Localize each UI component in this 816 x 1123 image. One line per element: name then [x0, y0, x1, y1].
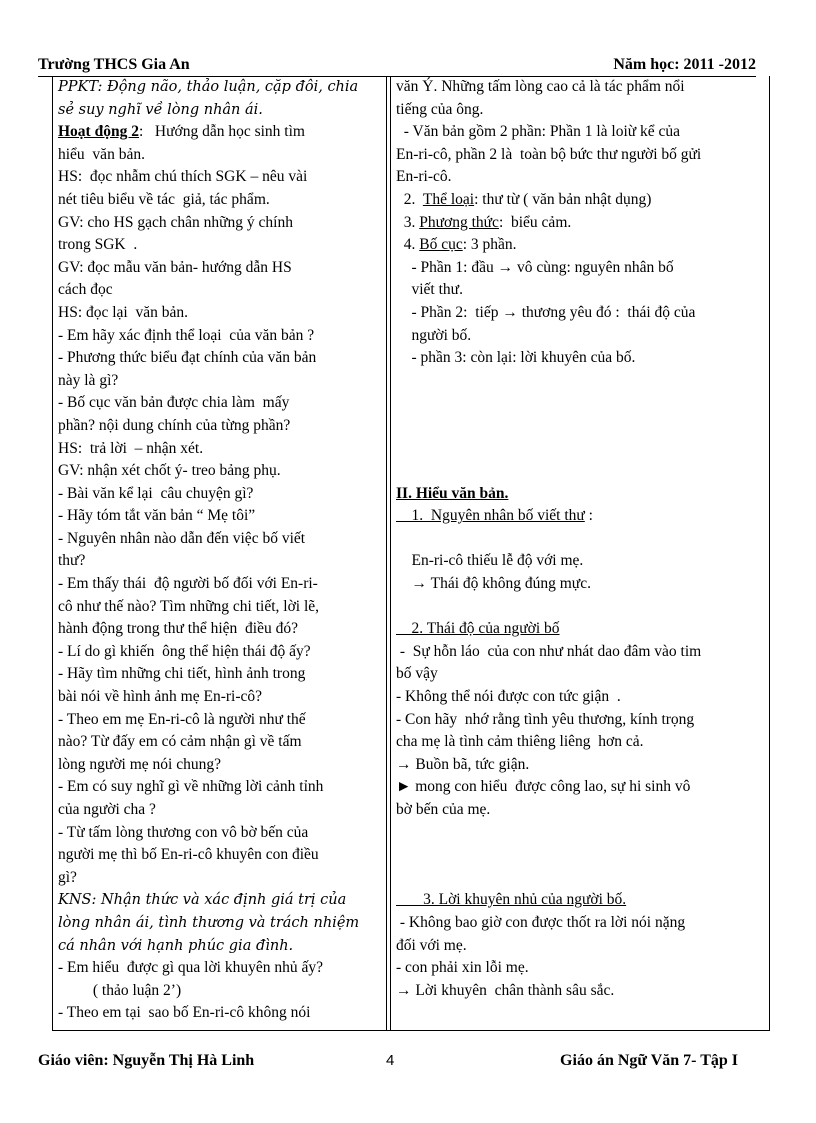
line-text: PPKT: Động não, thảo luận, cặp đôi, chia — [58, 79, 359, 95]
text-line — [396, 460, 766, 483]
line-text: lòng người mẹ nói chung? — [58, 755, 221, 773]
list-number: 3. — [396, 213, 420, 231]
section-label: Hoạt động 2 — [58, 123, 139, 141]
text-line — [58, 438, 383, 461]
text-line — [58, 189, 383, 212]
line-suffix: : — [584, 507, 593, 525]
text-line — [58, 596, 383, 619]
line-text: sẻ suy nghĩ về lòng nhân ái. — [58, 101, 263, 118]
text-line — [396, 550, 766, 573]
line-text: - Em hiểu được gì qua lời khuyên nhủ ấy? — [58, 959, 323, 977]
text-line — [58, 121, 383, 144]
line-text: → Thái độ không đúng mực. — [396, 575, 591, 593]
school-name: Trường THCS Gia An — [38, 56, 190, 73]
text-line — [396, 867, 766, 890]
text-line — [396, 980, 766, 1003]
text-line — [58, 573, 383, 596]
line-text: - Không bao giờ con được thốt ra lời nói nặng — [396, 913, 686, 931]
text-line — [396, 257, 766, 280]
text-line — [58, 166, 383, 189]
text-line — [58, 935, 383, 958]
text-line — [396, 392, 766, 415]
line-text: : Hướng dẫn học sinh tìm — [138, 123, 305, 141]
line-text: - Không thể nói được con tức giận . — [396, 688, 621, 706]
line-text: En-ri-cô, phần 2 là toàn bộ bức thư người bố gửi — [396, 145, 702, 163]
text-line — [58, 257, 383, 280]
text-line — [396, 912, 766, 935]
line-text: đối với mẹ. — [396, 936, 467, 954]
text-line — [396, 957, 766, 980]
text-line — [58, 325, 383, 348]
text-line — [396, 822, 766, 845]
line-text: - Phương thức biểu đạt chính của văn bản — [58, 349, 317, 367]
text-line — [396, 76, 766, 99]
text-line — [396, 641, 766, 664]
list-number: 4. — [396, 236, 420, 254]
line-text: : 3 phần. — [462, 236, 517, 254]
lesson-table — [52, 76, 770, 1031]
line-text: - Hãy tìm những chi tiết, hình ảnh trong — [58, 665, 306, 683]
line-text: - phần 3: còn lại: lời khuyên của bố. — [396, 349, 636, 367]
text-line — [58, 483, 383, 506]
text-line — [58, 731, 383, 754]
line-text: GV: nhận xét chốt ý- treo bảng phụ. — [58, 462, 281, 480]
line-text: tiếng của ông. — [396, 100, 484, 118]
text-line — [58, 392, 383, 415]
line-text: cha mẹ là tình cảm thiêng liêng hơn cả. — [396, 733, 644, 751]
text-line — [58, 776, 383, 799]
text-line — [396, 731, 766, 754]
text-line — [396, 438, 766, 461]
text-line — [58, 279, 383, 302]
line-text: HS: đọc lại văn bản. — [58, 303, 189, 321]
line-text: En-ri-cô. — [396, 168, 452, 186]
text-line — [58, 867, 383, 890]
line-text: - Theo em mẹ En-ri-cô là người như thế — [58, 710, 306, 728]
section-label: Phương thức — [419, 213, 499, 231]
line-text: - Lí do gì khiến ông thể hiện thái độ ấy? — [58, 642, 311, 660]
text-line — [396, 370, 766, 393]
text-line — [396, 415, 766, 438]
line-text: viết thư. — [396, 281, 463, 299]
line-text: 1. Nguyên nhân bố viết thư — [396, 507, 585, 525]
line-text: - Sự hỗn láo của con như nhát dao đâm vào tim — [396, 642, 702, 660]
line-text: bài nói về hình ảnh mẹ En-ri-cô? — [58, 688, 263, 706]
line-text: - Bố cục văn bản được chia làm mấy — [58, 394, 290, 412]
text-line — [396, 121, 766, 144]
text-line — [58, 686, 383, 709]
text-line — [58, 415, 383, 438]
text-line — [58, 212, 383, 235]
school-year: Năm học: 2011 -2012 — [613, 56, 756, 73]
text-line — [58, 234, 383, 257]
page-number: 4 — [386, 1052, 395, 1069]
line-text: bố vậy — [396, 665, 438, 683]
text-line — [396, 528, 766, 551]
line-text: HS: đọc nhẫm chú thích SGK – nêu vài — [58, 168, 308, 186]
line-text: - Em có suy nghĩ gì về những lời cảnh tỉnh — [58, 778, 324, 796]
line-text: : biểu cảm. — [498, 213, 572, 231]
text-line — [58, 957, 383, 980]
line-text: - Con hãy nhớ rằng tình yêu thương, kính trọng — [396, 710, 695, 728]
section-label: Thể loại — [422, 190, 475, 208]
line-text: En-ri-cô thiếu lễ độ với mẹ. — [396, 552, 584, 570]
text-line — [58, 844, 383, 867]
teacher-name: Giáo viên: Nguyễn Thị Hà Linh — [38, 1052, 255, 1069]
text-line — [396, 99, 766, 122]
line-text: người bố. — [396, 326, 472, 344]
page-footer — [38, 1050, 738, 1074]
text-line — [58, 980, 383, 1003]
line-text: - Phần 2: tiếp → thương yêu đó : thái độ của — [396, 303, 696, 321]
text-line — [58, 889, 383, 912]
text-line — [58, 1002, 383, 1025]
text-line — [58, 460, 383, 483]
teacher-student-activities-column — [58, 76, 383, 1025]
text-line — [58, 641, 383, 664]
line-text: văn Ý. Những tấm lòng cao cả là tác phẩm nổi — [396, 78, 685, 95]
text-line — [396, 776, 766, 799]
text-line — [58, 822, 383, 845]
line-text: người mẹ thì bố En-ri-cô khuyên con điều — [58, 846, 319, 864]
text-line — [396, 212, 766, 235]
page-header — [38, 54, 756, 76]
list-number: 2. — [396, 190, 423, 208]
text-line — [396, 573, 766, 596]
line-text: - Theo em tại sao bố En-ri-cô không nói — [58, 1004, 311, 1022]
line-text: phần? nội dung chính của từng phần? — [58, 416, 291, 434]
text-line — [58, 370, 383, 393]
line-text: - con phải xin lỗi mẹ. — [396, 959, 529, 977]
text-line — [396, 347, 766, 370]
line-text: gì? — [58, 868, 77, 886]
line-text: này là gì? — [58, 371, 119, 389]
text-line — [396, 325, 766, 348]
text-line — [396, 302, 766, 325]
text-line — [58, 347, 383, 370]
text-line — [396, 189, 766, 212]
line-text: hiểu văn bản. — [58, 145, 145, 163]
text-line — [396, 279, 766, 302]
line-text: ► mong con hiểu được công lao, sự hi sinh vô — [396, 778, 691, 796]
line-text: → Buồn bã, tức giận. — [396, 755, 530, 773]
text-line — [396, 483, 766, 506]
line-text: - Em thấy thái độ người bố đối với En-ri- — [58, 575, 318, 593]
text-line — [396, 234, 766, 257]
text-line — [396, 144, 766, 167]
line-text: 3. Lời khuyên nhủ của người bố. — [396, 891, 627, 909]
text-line — [58, 528, 383, 551]
line-text: - Phần 1: đầu → vô cùng: nguyên nhân bố — [396, 258, 674, 276]
text-line — [58, 550, 383, 573]
text-line — [396, 618, 766, 641]
line-text: nét tiêu biểu về tác giả, tác phẩm. — [58, 190, 270, 208]
line-text: II. Hiểu văn bản. — [396, 484, 509, 502]
line-text: - Văn bản gồm 2 phần: Phần 1 là loiừ kể của — [396, 123, 681, 141]
text-line — [58, 99, 383, 122]
text-line — [58, 76, 383, 99]
text-line — [396, 754, 766, 777]
text-line — [58, 505, 383, 528]
line-text: : thư từ ( văn bản nhật dụng) — [474, 190, 652, 208]
line-text: thư? — [58, 552, 86, 570]
column-divider — [386, 76, 391, 1030]
text-line — [58, 754, 383, 777]
text-line — [396, 663, 766, 686]
text-line — [58, 709, 383, 732]
line-text: - Hãy tóm tắt văn bản “ Mẹ tôi” — [58, 507, 256, 525]
line-text: - Bài văn kể lại câu chuyện gì? — [58, 484, 254, 502]
line-text: cách đọc — [58, 281, 113, 299]
book-title: Giáo án Ngữ Văn 7- Tập I — [560, 1052, 738, 1069]
line-text: → Lời khuyên chân thành sâu sắc. — [396, 981, 615, 999]
line-text: 2. Thái độ của người bố — [396, 620, 560, 638]
line-text: KNS: Nhận thức và xác định giá trị của — [58, 892, 347, 909]
text-line — [396, 935, 766, 958]
line-text: nào? Từ đấy em có cảm nhận gì về tấm — [58, 733, 302, 751]
text-line — [396, 799, 766, 822]
line-text: - Nguyên nhân nào dẫn đến việc bố viết — [58, 529, 306, 547]
line-text: cô như thế nào? Tìm những chi tiết, lời lẽ, — [58, 597, 320, 615]
line-text: GV: đọc mẫu văn bản- hướng dẫn HS — [58, 258, 292, 276]
section-label: Bố cục — [419, 236, 463, 254]
text-line — [396, 686, 766, 709]
text-line — [396, 166, 766, 189]
line-text: - Em hãy xác định thể loại của văn bản ? — [58, 326, 315, 344]
text-line — [396, 709, 766, 732]
line-text: hành động trong thư thể hiện điều đó? — [58, 620, 298, 638]
lesson-content-column — [396, 76, 766, 1002]
text-line — [396, 505, 766, 528]
line-text: lòng nhân ái, tình thương và trách nhiệm — [58, 914, 360, 931]
line-text: cá nhân với hạnh phúc gia đình. — [58, 937, 294, 954]
text-line — [58, 799, 383, 822]
text-line — [396, 844, 766, 867]
text-line — [58, 144, 383, 167]
text-line — [396, 889, 766, 912]
line-text: - Từ tấm lòng thương con vô bờ bến của — [58, 823, 309, 841]
text-line — [58, 912, 383, 935]
line-text: ( thảo luận 2’) — [58, 981, 182, 999]
line-text: HS: trả lời – nhận xét. — [58, 439, 204, 457]
line-text: GV: cho HS gạch chân những ý chính — [58, 213, 293, 231]
text-line — [58, 663, 383, 686]
line-text: của người cha ? — [58, 801, 156, 818]
line-text: bờ bến của mẹ. — [396, 801, 491, 818]
line-text: trong SGK . — [58, 236, 138, 254]
text-line — [58, 302, 383, 325]
text-line — [396, 596, 766, 619]
text-line — [58, 618, 383, 641]
